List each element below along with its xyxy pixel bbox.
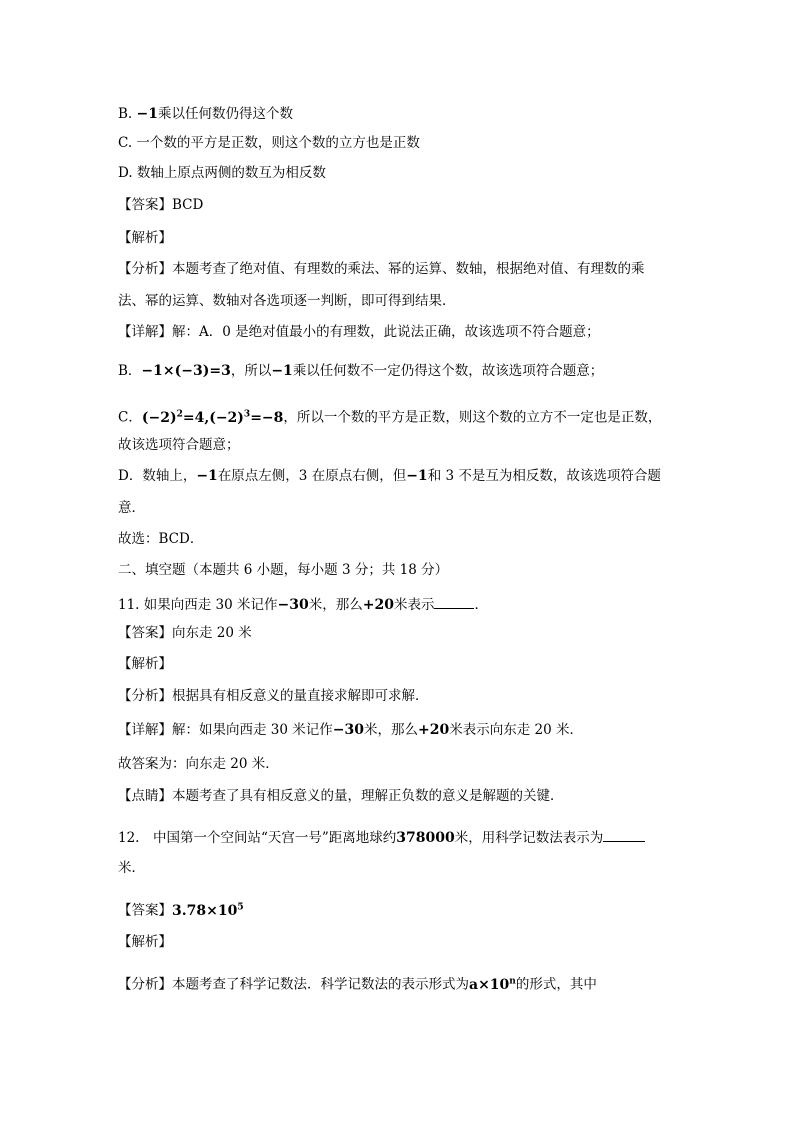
choice-result: 故选：BCD． — [118, 531, 204, 547]
math-expr: $(-2)^2=4,(-2)^3=-8$ — [141, 409, 284, 426]
answer-11: 【答案】向东走 20 米 — [118, 625, 252, 641]
detail-d: D．数轴上，−1在原点左侧，3 在原点右侧，但−1和 3 不是互为相反数，故该选项符合题 — [118, 468, 661, 484]
remark-11: 【点睛】本题考查了具有相反意义的量，理解正负数的意义是解题的关键． — [118, 788, 564, 804]
math-expr: −30 — [277, 597, 309, 613]
math-expr: $3.78\times 10^5$ — [172, 902, 244, 919]
math-expr: −1 — [136, 106, 158, 122]
math-expr: −1 — [271, 363, 293, 379]
analysis-text-1: 【分析】本题考查了绝对值、有理数的乘法、幂的运算、数轴，根据绝对值、有理数的乘 — [118, 261, 645, 277]
analysis-heading-11: 【解析】 — [118, 656, 172, 672]
answer-12: 【答案】$3.78\times 10^5$ — [118, 902, 244, 919]
math-expr: $a\times 10^n$ — [469, 976, 516, 993]
math-expr: +20 — [362, 597, 394, 613]
detail-c: C．$(-2)^2=4,(-2)^3=-8$，所以一个数的平方是正数，则这个数的立方不一定也是正数， — [118, 409, 662, 426]
answer-blank — [434, 596, 474, 609]
detail-c-cont: 故该选项符合题意； — [118, 437, 240, 453]
section-heading: 二、填空题（本题共 6 小题，每小题 3 分；共 18 分） — [118, 562, 449, 578]
option-b: B. −1乘以任何数仍得这个数 — [118, 106, 293, 122]
analysis-heading-12: 【解析】 — [118, 934, 172, 950]
analysis-11: 【分析】根据具有相反意义的量直接求解即可求解． — [118, 688, 429, 704]
conclusion-11: 故答案为：向东走 20 米． — [118, 756, 279, 772]
answer-blank — [603, 829, 645, 842]
answer-line: 【答案】BCD — [118, 197, 204, 213]
question-12-cont: 米． — [118, 860, 145, 876]
question-12: 12. 中国第一个空间站“天宫一号”距离地球约378000米，用科学记数法表示为 — [118, 829, 645, 847]
option-c: C. 一个数的平方是正数，则这个数的立方也是正数 — [118, 135, 420, 151]
analysis-text-2: 法、幂的运算、数轴对各选项逐一判断，即可得到结果． — [118, 293, 456, 309]
detail-d-cont: 意． — [118, 500, 145, 516]
math-expr: −1 — [196, 468, 218, 484]
question-11: 11. 如果向西走 30 米记作−30米，那么+20米表示 ． — [118, 597, 488, 613]
math-expr: +20 — [417, 722, 450, 738]
math-expr: −30 — [332, 722, 364, 738]
option-d: D. 数轴上原点两侧的数互为相反数 — [118, 165, 326, 181]
analysis-12: 【分析】本题考查了科学记数法．科学记数法的表示形式为$a\times 10^n$的形式，其中 — [118, 976, 597, 993]
math-expr: −1 — [406, 468, 428, 484]
detail-11: 【详解】解：如果向西走 30 米记作−30米，那么+20米表示向东走 20 米． — [118, 722, 583, 738]
math-expr: −1×(−3)=3 — [141, 363, 231, 379]
detail-a: 【详解】解：A．0 是绝对值最小的有理数，此说法正确，故该选项不符合题意； — [118, 324, 600, 340]
math-expr: 378000 — [396, 830, 455, 846]
detail-b: B．−1×(−3)=3，所以−1乘以任何数不一定仍得这个数，故该选项符合题意； — [118, 363, 604, 379]
analysis-heading: 【解析】 — [118, 230, 172, 246]
